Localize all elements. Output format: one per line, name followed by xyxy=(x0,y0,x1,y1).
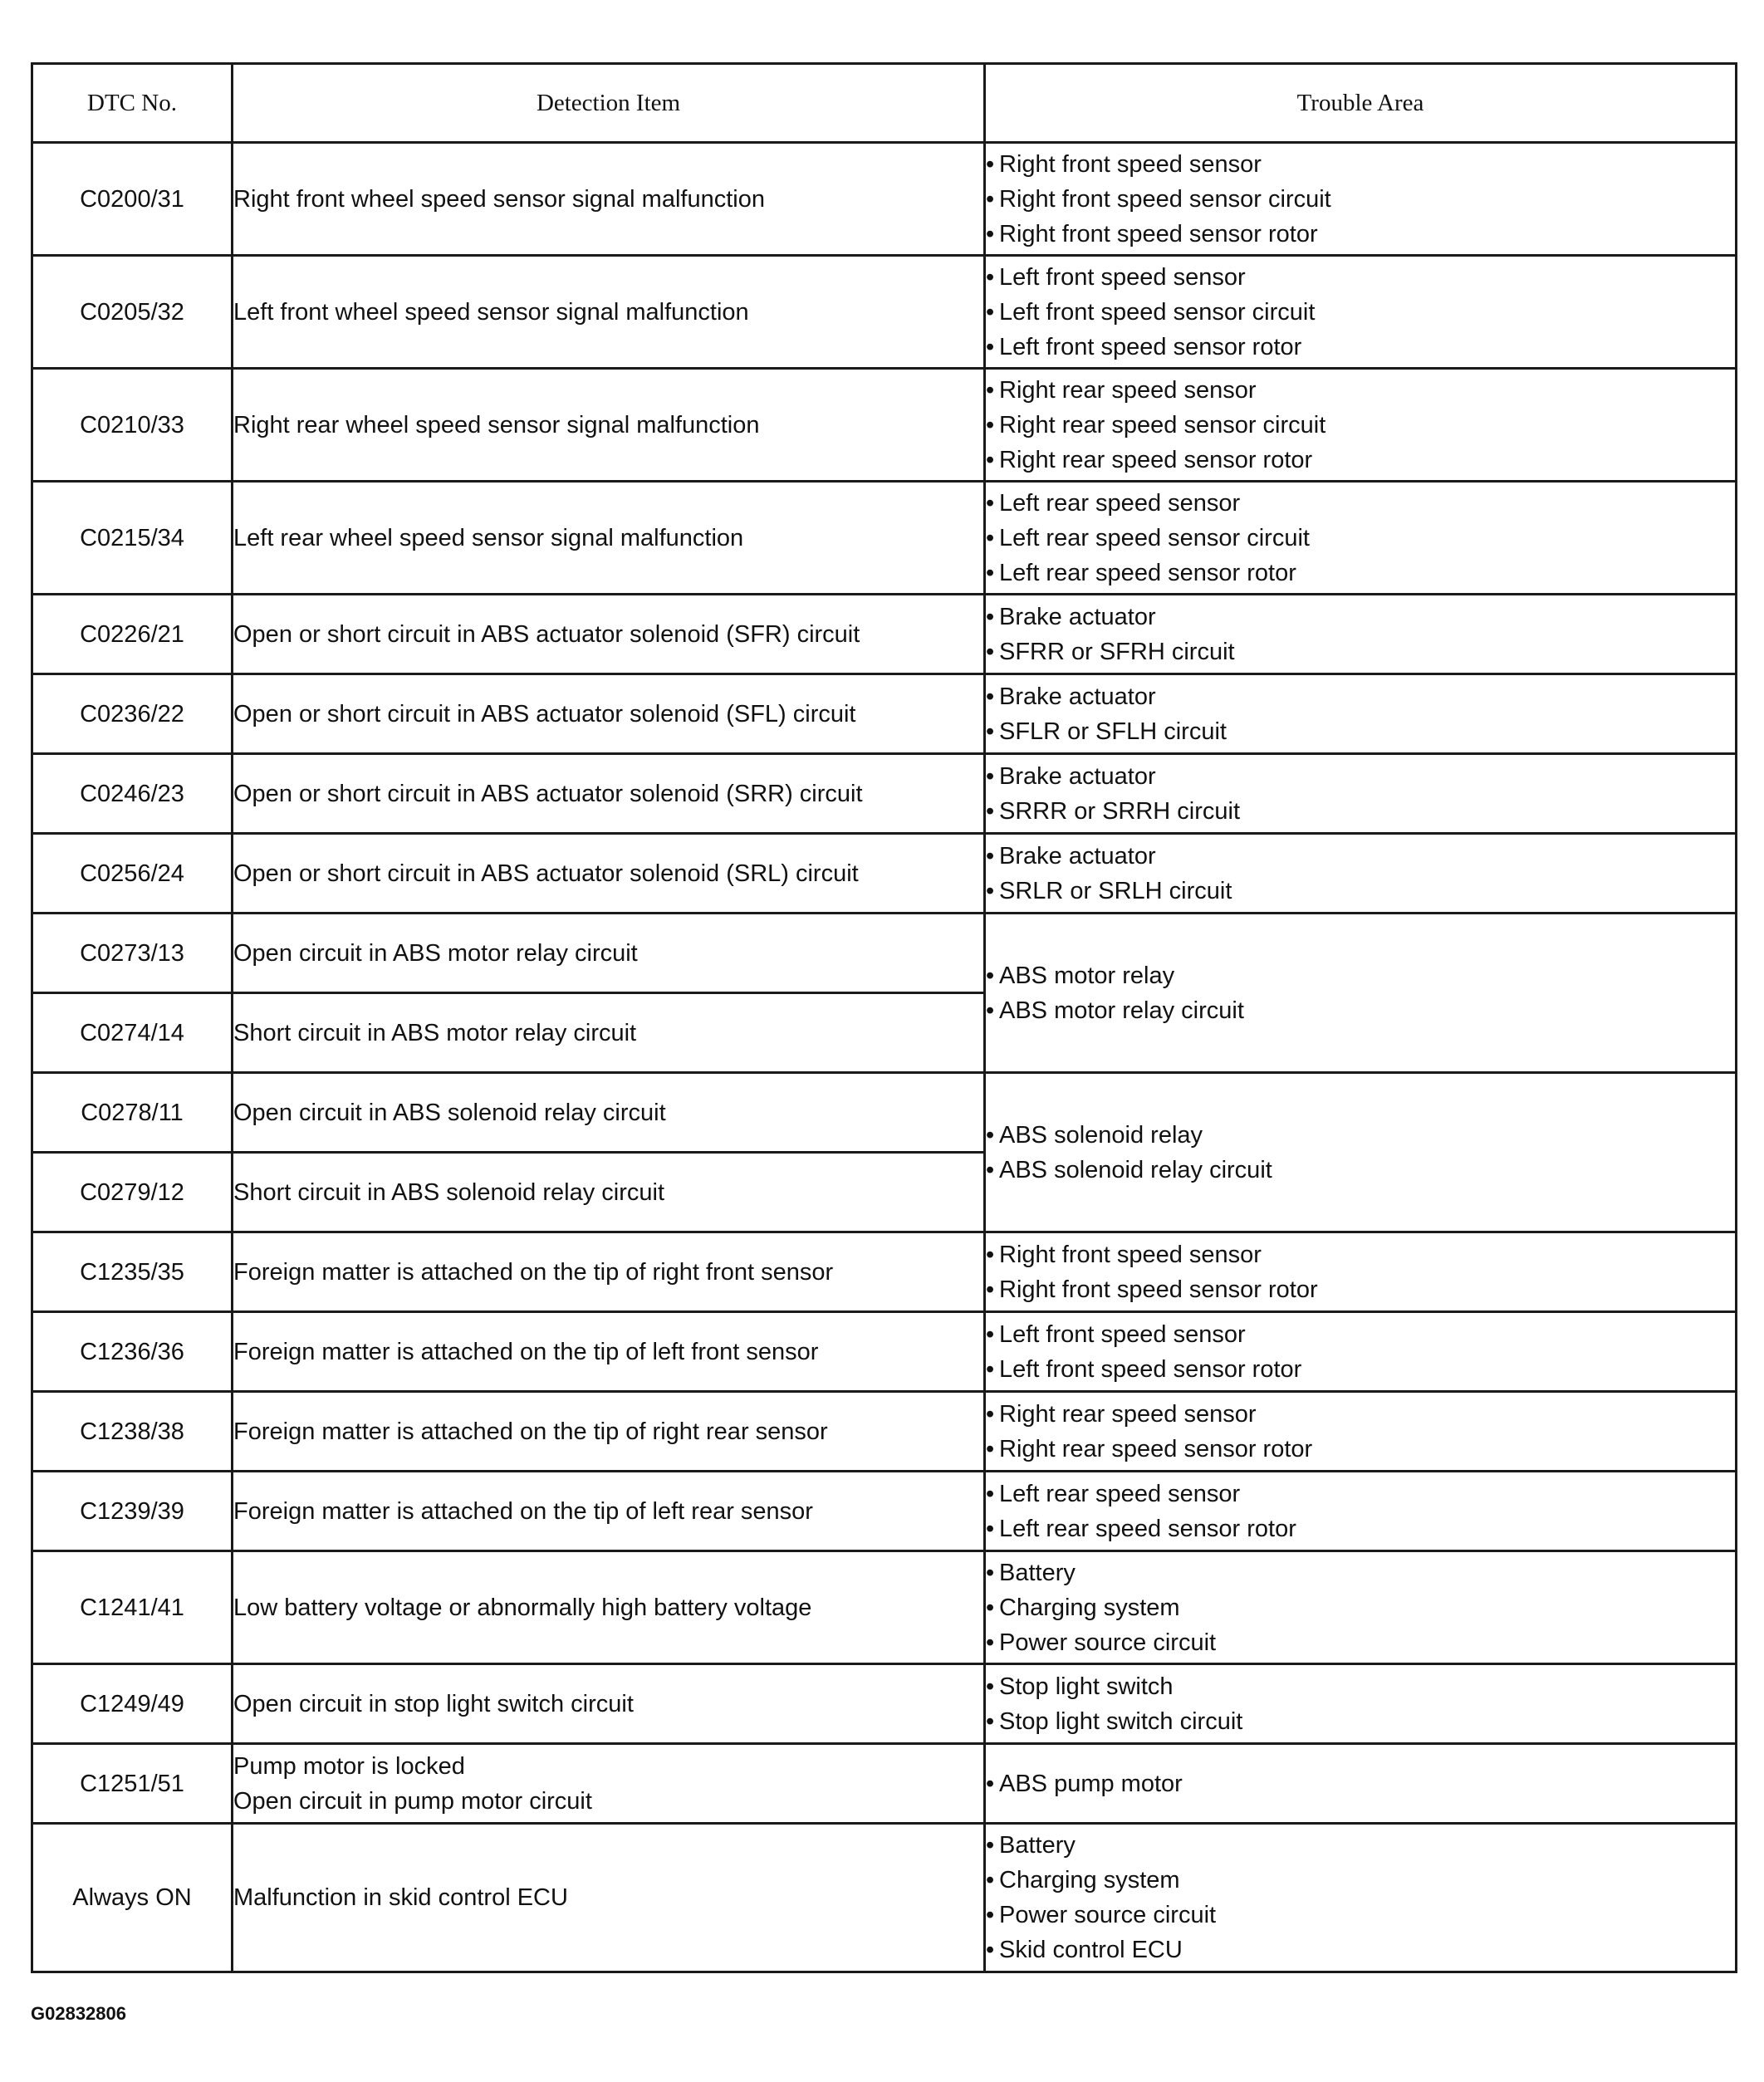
detection-item-cell xyxy=(233,993,985,1073)
trouble-area-text: Battery xyxy=(999,1832,1076,1859)
bullet-icon: • xyxy=(986,1707,995,1735)
table-body xyxy=(32,143,1737,1972)
trouble-area-cell xyxy=(985,834,1737,914)
trouble-area-item xyxy=(986,1933,1735,1967)
table-row xyxy=(32,1664,1737,1744)
trouble-area-item xyxy=(986,1237,1735,1272)
table-row xyxy=(32,1232,1737,1312)
detection-item-text: Low battery voltage or abnormally high battery voltage xyxy=(233,1594,812,1621)
bullet-icon: • xyxy=(986,1559,995,1586)
trouble-area-item xyxy=(986,1625,1735,1660)
trouble-area-item xyxy=(986,1317,1735,1352)
table-row xyxy=(32,1551,1737,1664)
dtc-code-cell: C0274/14 xyxy=(32,993,233,1073)
header-dtc-no: DTC No. xyxy=(32,64,233,143)
trouble-area-item xyxy=(986,958,1735,993)
trouble-area-item xyxy=(986,1669,1735,1704)
trouble-area-text: Brake actuator xyxy=(999,842,1156,870)
dtc-code-cell: C0273/13 xyxy=(32,914,233,993)
table-row xyxy=(32,482,1737,595)
trouble-area-text: Left front speed sensor rotor xyxy=(999,333,1302,360)
trouble-area-item xyxy=(986,486,1735,521)
dtc-code-cell: C1241/41 xyxy=(32,1551,233,1664)
trouble-area-item xyxy=(986,182,1735,217)
detection-item-text: Short circuit in ABS motor relay circuit xyxy=(233,1019,637,1046)
table-row xyxy=(32,754,1737,834)
trouble-area-text: Right rear speed sensor xyxy=(999,376,1257,404)
bullet-icon: • xyxy=(986,1832,995,1859)
trouble-area-text: Battery xyxy=(999,1559,1076,1586)
trouble-area-item xyxy=(986,1432,1735,1467)
trouble-area-text: Right rear speed sensor xyxy=(999,1400,1257,1428)
trouble-area-cell xyxy=(985,1232,1737,1312)
detection-item-cell xyxy=(233,834,985,914)
trouble-area-text: Left rear speed sensor xyxy=(999,489,1241,517)
bullet-icon: • xyxy=(986,298,995,326)
trouble-area-text: Brake actuator xyxy=(999,683,1156,710)
trouble-area-item xyxy=(986,1590,1735,1625)
trouble-area-item xyxy=(986,1352,1735,1387)
trouble-area-item xyxy=(986,260,1735,295)
detection-item-cell xyxy=(233,674,985,754)
trouble-area-text: Left rear speed sensor xyxy=(999,1480,1241,1507)
trouble-area-text: Brake actuator xyxy=(999,603,1156,630)
trouble-area-cell xyxy=(985,674,1737,754)
detection-item-text: Open circuit in stop light switch circuit xyxy=(233,1690,634,1717)
bullet-icon: • xyxy=(986,1594,995,1621)
detection-item-text: Open circuit in ABS solenoid relay circuit xyxy=(233,1099,666,1126)
detection-item-cell xyxy=(233,1664,985,1744)
bullet-icon: • xyxy=(986,1355,995,1383)
detection-item-cell xyxy=(233,143,985,256)
detection-item-text: Foreign matter is attached on the tip of right rear sensor xyxy=(233,1418,828,1445)
detection-item-cell xyxy=(233,1232,985,1312)
trouble-area-cell xyxy=(985,1472,1737,1551)
trouble-area-item xyxy=(986,1863,1735,1898)
detection-item-text: Open circuit in pump motor circuit xyxy=(233,1787,592,1815)
trouble-area-item xyxy=(986,1397,1735,1432)
trouble-area-text: Stop light switch circuit xyxy=(999,1707,1243,1735)
trouble-area-cell xyxy=(985,595,1737,674)
dtc-table xyxy=(31,62,1737,1973)
trouble-area-item xyxy=(986,714,1735,749)
trouble-area-text: SFLR or SFLH circuit xyxy=(999,718,1227,745)
trouble-area-text: ABS solenoid relay xyxy=(999,1121,1203,1149)
trouble-area-item xyxy=(986,408,1735,443)
table-row xyxy=(32,256,1737,369)
trouble-area-text: ABS motor relay xyxy=(999,962,1175,989)
bullet-icon: • xyxy=(986,150,995,178)
trouble-area-item xyxy=(986,1153,1735,1188)
trouble-area-item xyxy=(986,147,1735,182)
detection-item-cell xyxy=(233,256,985,369)
dtc-code-cell: C1235/35 xyxy=(32,1232,233,1312)
detection-item-text: Foreign matter is attached on the tip of left front sensor xyxy=(233,1338,819,1365)
detection-item-cell xyxy=(233,1073,985,1153)
detection-item-cell xyxy=(233,914,985,993)
trouble-area-text: ABS pump motor xyxy=(999,1770,1183,1797)
detection-item-cell xyxy=(233,1744,985,1824)
bullet-icon: • xyxy=(986,1867,995,1893)
detection-item-cell xyxy=(233,1153,985,1232)
bullet-icon: • xyxy=(986,962,995,989)
detection-item-cell xyxy=(233,369,985,482)
trouble-area-cell xyxy=(985,482,1737,595)
detection-item-text: Malfunction in skid control ECU xyxy=(233,1884,568,1911)
trouble-area-cell xyxy=(985,1551,1737,1664)
table-row xyxy=(32,1744,1737,1824)
bullet-icon: • xyxy=(986,1435,995,1462)
trouble-area-text: Right front speed sensor rotor xyxy=(999,1276,1318,1303)
detection-item-cell xyxy=(233,595,985,674)
bullet-icon: • xyxy=(986,1121,995,1149)
trouble-area-text: Brake actuator xyxy=(999,762,1156,790)
trouble-area-cell xyxy=(985,143,1737,256)
table-header xyxy=(32,64,1737,143)
detection-item-text: Foreign matter is attached on the tip of left rear sensor xyxy=(233,1497,813,1525)
trouble-area-cell xyxy=(985,754,1737,834)
detection-item-text: Right front wheel speed sensor signal malfunction xyxy=(233,185,765,213)
bullet-icon: • xyxy=(986,1902,995,1928)
trouble-area-item xyxy=(986,295,1735,330)
trouble-area-item xyxy=(986,443,1735,478)
trouble-area-cell xyxy=(985,1664,1737,1744)
trouble-area-text: SRLR or SRLH circuit xyxy=(999,877,1232,904)
table-row xyxy=(32,1073,1737,1153)
bullet-icon: • xyxy=(986,220,995,247)
trouble-area-text: Right front speed sensor circuit xyxy=(999,185,1331,213)
detection-item-cell xyxy=(233,1824,985,1972)
trouble-area-text: ABS solenoid relay circuit xyxy=(999,1156,1272,1183)
detection-item-cell xyxy=(233,1392,985,1472)
table-row xyxy=(32,369,1737,482)
trouble-area-cell xyxy=(985,1744,1737,1824)
dtc-code-cell: C0200/31 xyxy=(32,143,233,256)
table-row xyxy=(32,143,1737,256)
trouble-area-text: Right front speed sensor xyxy=(999,1241,1262,1268)
trouble-area-item xyxy=(986,1704,1735,1739)
dtc-code-cell: C0278/11 xyxy=(32,1073,233,1153)
trouble-area-item xyxy=(986,217,1735,252)
detection-item-cell xyxy=(233,1472,985,1551)
figure-id: G02832806 xyxy=(31,2003,126,2024)
trouble-area-text: Right front speed sensor xyxy=(999,150,1262,178)
table-row xyxy=(32,914,1737,993)
table-row xyxy=(32,834,1737,914)
trouble-area-text: Right front speed sensor rotor xyxy=(999,220,1318,247)
trouble-area-text: Left front speed sensor circuit xyxy=(999,298,1316,326)
detection-item-text: Left front wheel speed sensor signal malfunction xyxy=(233,298,749,326)
dtc-code-cell: C0279/12 xyxy=(32,1153,233,1232)
detection-item-cell xyxy=(233,754,985,834)
dtc-code-cell: C0226/21 xyxy=(32,595,233,674)
detection-item-cell xyxy=(233,482,985,595)
bullet-icon: • xyxy=(986,683,995,710)
bullet-icon: • xyxy=(986,1156,995,1183)
trouble-area-item xyxy=(986,1511,1735,1546)
trouble-area-text: Right rear speed sensor rotor xyxy=(999,1435,1313,1462)
bullet-icon: • xyxy=(986,1629,995,1656)
trouble-area-text: Charging system xyxy=(999,1594,1180,1621)
detection-item-text: Left rear wheel speed sensor signal malfunction xyxy=(233,524,744,551)
trouble-area-text: Left rear speed sensor rotor xyxy=(999,559,1296,586)
trouble-area-text: Left front speed sensor xyxy=(999,1320,1246,1348)
bullet-icon: • xyxy=(986,559,995,586)
dtc-code-cell: C0210/33 xyxy=(32,369,233,482)
trouble-area-text: Power source circuit xyxy=(999,1629,1217,1656)
bullet-icon: • xyxy=(986,1320,995,1348)
dtc-code-cell: C1249/49 xyxy=(32,1664,233,1744)
dtc-code-cell: C1238/38 xyxy=(32,1392,233,1472)
trouble-area-text: Right rear speed sensor circuit xyxy=(999,411,1326,438)
trouble-area-text: Charging system xyxy=(999,1867,1180,1893)
trouble-area-item xyxy=(986,1828,1735,1863)
bullet-icon: • xyxy=(986,603,995,630)
detection-item-text: Open or short circuit in ABS actuator solenoid (SFL) circuit xyxy=(233,700,856,727)
bullet-icon: • xyxy=(986,1400,995,1428)
bullet-icon: • xyxy=(986,446,995,473)
detection-item-cell xyxy=(233,1551,985,1664)
detection-item-cell xyxy=(233,1312,985,1392)
bullet-icon: • xyxy=(986,638,995,665)
detection-item-text: Short circuit in ABS solenoid relay circuit xyxy=(233,1178,664,1206)
detection-item-text: Open or short circuit in ABS actuator solenoid (SRR) circuit xyxy=(233,780,863,807)
trouble-area-item xyxy=(986,556,1735,590)
bullet-icon: • xyxy=(986,524,995,551)
detection-item-text: Open or short circuit in ABS actuator solenoid (SFR) circuit xyxy=(233,620,860,648)
dtc-code-cell: C0256/24 xyxy=(32,834,233,914)
trouble-area-text: Left front speed sensor xyxy=(999,263,1246,291)
dtc-code-cell: C1251/51 xyxy=(32,1744,233,1824)
dtc-code-cell: C0236/22 xyxy=(32,674,233,754)
bullet-icon: • xyxy=(986,333,995,360)
dtc-code-cell: C1236/36 xyxy=(32,1312,233,1392)
dtc-code-cell: Always ON xyxy=(32,1824,233,1972)
dtc-code-cell: C0215/34 xyxy=(32,482,233,595)
detection-item-text: Pump motor is locked xyxy=(233,1752,465,1780)
dtc-code-cell: C0205/32 xyxy=(32,256,233,369)
trouble-area-item xyxy=(986,874,1735,909)
trouble-area-text: Left rear speed sensor circuit xyxy=(999,524,1310,551)
trouble-area-text: SRRR or SRRH circuit xyxy=(999,797,1241,825)
bullet-icon: • xyxy=(986,718,995,745)
trouble-area-item xyxy=(986,759,1735,794)
bullet-icon: • xyxy=(986,376,995,404)
table-row xyxy=(32,595,1737,674)
trouble-area-text: Stop light switch xyxy=(999,1673,1174,1700)
table-row xyxy=(32,1472,1737,1551)
header-trouble-area: Trouble Area xyxy=(985,64,1737,143)
bullet-icon: • xyxy=(986,1937,995,1963)
header-row xyxy=(32,64,1737,143)
trouble-area-item xyxy=(986,330,1735,365)
trouble-area-item xyxy=(986,1118,1735,1153)
trouble-area-cell xyxy=(985,914,1737,1073)
bullet-icon: • xyxy=(986,263,995,291)
trouble-area-item xyxy=(986,1898,1735,1933)
trouble-area-item xyxy=(986,993,1735,1028)
trouble-area-text: Left front speed sensor rotor xyxy=(999,1355,1302,1383)
bullet-icon: • xyxy=(986,1480,995,1507)
dtc-code-cell: C0246/23 xyxy=(32,754,233,834)
trouble-area-item xyxy=(986,1272,1735,1307)
trouble-area-item xyxy=(986,373,1735,408)
trouble-area-item xyxy=(986,1555,1735,1590)
trouble-area-item xyxy=(986,521,1735,556)
table-row xyxy=(32,1392,1737,1472)
trouble-area-item xyxy=(986,679,1735,714)
trouble-area-item xyxy=(986,1477,1735,1511)
trouble-area-cell xyxy=(985,1824,1737,1972)
trouble-area-cell xyxy=(985,256,1737,369)
trouble-area-text: Right rear speed sensor rotor xyxy=(999,446,1313,473)
table-row xyxy=(32,1312,1737,1392)
header-detection-item: Detection Item xyxy=(233,64,985,143)
bullet-icon: • xyxy=(986,1770,995,1797)
bullet-icon: • xyxy=(986,797,995,825)
bullet-icon: • xyxy=(986,1241,995,1268)
trouble-area-item xyxy=(986,794,1735,829)
bullet-icon: • xyxy=(986,997,995,1024)
detection-item-text: Right rear wheel speed sensor signal malfunction xyxy=(233,411,760,438)
trouble-area-cell xyxy=(985,1073,1737,1232)
trouble-area-item xyxy=(986,600,1735,634)
bullet-icon: • xyxy=(986,1673,995,1700)
detection-item-text: Open circuit in ABS motor relay circuit xyxy=(233,939,638,967)
detection-item-text: Open or short circuit in ABS actuator solenoid (SRL) circuit xyxy=(233,860,859,887)
table-row xyxy=(32,674,1737,754)
dtc-code-cell: C1239/39 xyxy=(32,1472,233,1551)
bullet-icon: • xyxy=(986,1276,995,1303)
trouble-area-text: Skid control ECU xyxy=(999,1937,1183,1963)
bullet-icon: • xyxy=(986,411,995,438)
trouble-area-item xyxy=(986,839,1735,874)
trouble-area-cell xyxy=(985,1312,1737,1392)
bullet-icon: • xyxy=(986,1515,995,1542)
bullet-icon: • xyxy=(986,185,995,213)
bullet-icon: • xyxy=(986,489,995,517)
trouble-area-text: SFRR or SFRH circuit xyxy=(999,638,1235,665)
trouble-area-item xyxy=(986,1766,1735,1801)
trouble-area-text: ABS motor relay circuit xyxy=(999,997,1244,1024)
bullet-icon: • xyxy=(986,877,995,904)
bullet-icon: • xyxy=(986,762,995,790)
detection-item-text: Foreign matter is attached on the tip of right front sensor xyxy=(233,1258,834,1286)
trouble-area-cell xyxy=(985,369,1737,482)
trouble-area-item xyxy=(986,634,1735,669)
trouble-area-text: Power source circuit xyxy=(999,1902,1217,1928)
trouble-area-text: Left rear speed sensor rotor xyxy=(999,1515,1296,1542)
bullet-icon: • xyxy=(986,842,995,870)
table-row xyxy=(32,1824,1737,1972)
trouble-area-cell xyxy=(985,1392,1737,1472)
